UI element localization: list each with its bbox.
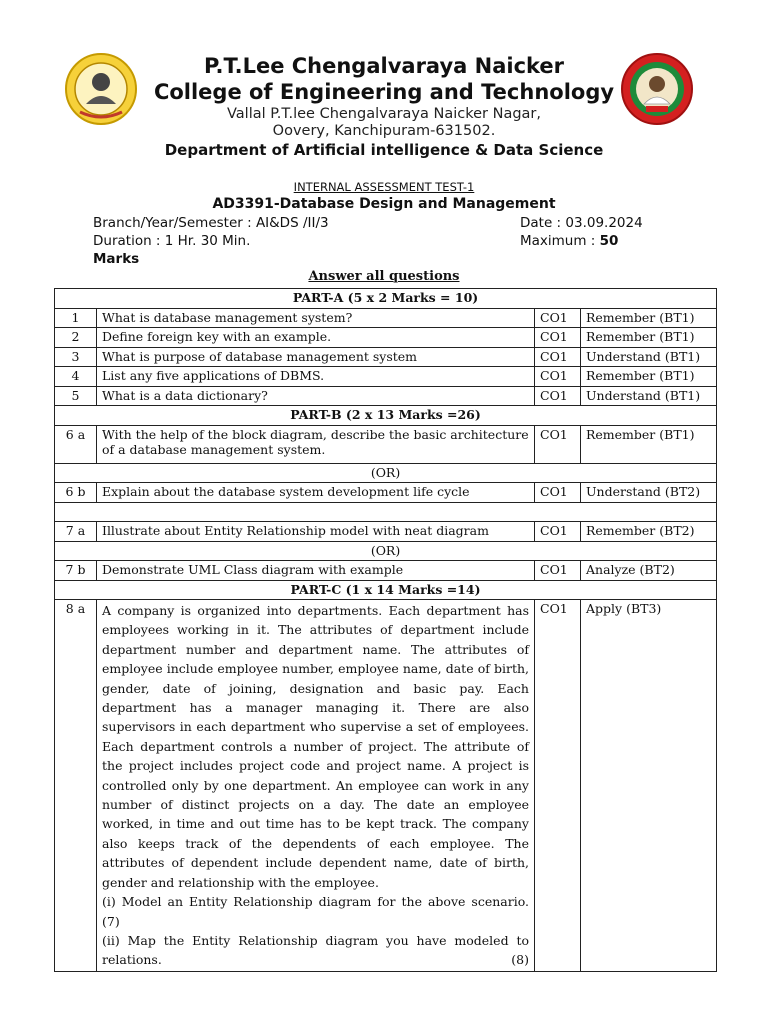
bloom-level: Understand (BT2) [581, 483, 717, 503]
table-row [55, 483, 717, 503]
scenario-paragraph: A company is organized into departments. Each department has employees working in it. The attributes of department include department number and department name. The attributes of employee include employee number, employee name, date of birth, gender, date of joining, designation and basic pay. Each department has a manager managing it. There are also supervisors in each department who supervise a set of employees. Each department controls a number of project. The attribute of the project includes project code and project name. A project is controlled only by one department. An employee can work in any number of distinct projects on a day. The date an employee worked, in time and out time has to be kept track. The company also keeps track of the dependents of each employee. The attributes of dependent include dependent name, date of birth, gender and relationship with the employee. [102, 603, 529, 890]
part-c-heading: PART-C (1 x 14 Marks =14) [55, 580, 717, 600]
question-text: What is purpose of database management system [97, 347, 535, 367]
sub-question-2: (ii) Map the Entity Relationship diagram you have modeled to relations. (8) [102, 931, 529, 970]
question-number: 1 [55, 308, 97, 328]
question-table [54, 288, 717, 972]
course-outcome: CO1 [535, 308, 581, 328]
question-text: Illustrate about Entity Relationship model with neat diagram [97, 522, 535, 542]
or-separator: (OR) [55, 463, 717, 483]
table-row [55, 347, 717, 367]
table-row [55, 386, 717, 406]
sub-question-1: (i) Model an Entity Relationship diagram for the above scenario. (7) [102, 894, 529, 929]
question-text: With the help of the block diagram, describe the basic architecture of a database management system. [97, 425, 535, 463]
course-outcome: CO1 [535, 425, 581, 463]
course-outcome: CO1 [535, 483, 581, 503]
course-title: AD3391-Database Design and Management [212, 196, 556, 212]
course-outcome: CO1 [535, 367, 581, 387]
bloom-level: Remember (BT1) [581, 328, 717, 348]
address-line1: Vallal P.T.lee Chengalvaraya Naicker Nagar, [226, 106, 541, 122]
question-number: 2 [55, 328, 97, 348]
course-outcome: CO1 [535, 328, 581, 348]
bloom-level: Understand (BT1) [581, 347, 717, 367]
bloom-level: Remember (BT1) [581, 308, 717, 328]
question-text: List any five applications of DBMS. [97, 367, 535, 387]
question-text: What is database management system? [97, 308, 535, 328]
table-row [55, 522, 717, 542]
bloom-level: Analyze (BT2) [581, 561, 717, 581]
question-number: 8 a [55, 600, 97, 972]
instruction: Answer all questions [308, 269, 460, 284]
marks-label: Marks [93, 251, 140, 267]
test-title: INTERNAL ASSESSMENT TEST-1 [293, 180, 475, 194]
exam-date: Date : 03.09.2024 [520, 215, 643, 231]
course-outcome: CO1 [535, 522, 581, 542]
duration-info: Duration : 1 Hr. 30 Min. [93, 233, 251, 249]
branch-info: Branch/Year/Semester : AI&DS /II/3 [93, 215, 329, 231]
maximum-marks [520, 233, 618, 249]
question-number: 7 a [55, 522, 97, 542]
bloom-level: Remember (BT1) [581, 367, 717, 387]
course-outcome: CO1 [535, 386, 581, 406]
course-outcome: CO1 [535, 600, 581, 972]
question-text [97, 600, 535, 972]
sub-question-2-marks: (8) [511, 952, 529, 968]
table-row [55, 600, 717, 972]
table-row [55, 425, 717, 463]
question-number: 6 a [55, 425, 97, 463]
course-outcome: CO1 [535, 561, 581, 581]
question-text: Demonstrate UML Class diagram with example [97, 561, 535, 581]
maximum-value: 50 [599, 233, 619, 249]
bloom-level: Apply (BT3) [581, 600, 717, 972]
question-number: 7 b [55, 561, 97, 581]
question-text: What is a data dictionary? [97, 386, 535, 406]
or-separator: (OR) [55, 541, 717, 561]
table-row [55, 561, 717, 581]
bloom-level: Remember (BT2) [581, 522, 717, 542]
question-number: 5 [55, 386, 97, 406]
address-line2: Oovery, Kanchipuram-631502. [272, 123, 496, 139]
question-text: Explain about the database system development life cycle [97, 483, 535, 503]
department-name: Department of Artificial intelligence & Data Science [164, 141, 604, 159]
blank-row [55, 502, 717, 522]
bloom-level: Remember (BT1) [581, 425, 717, 463]
maximum-label: Maximum : [520, 233, 600, 249]
part-a-heading: PART-A (5 x 2 Marks = 10) [55, 289, 717, 309]
table-row [55, 328, 717, 348]
college-name-line1: P.T.Lee Chengalvaraya Naicker [203, 54, 565, 78]
question-number: 4 [55, 367, 97, 387]
course-outcome: CO1 [535, 347, 581, 367]
college-name-line2: College of Engineering and Technology [153, 80, 615, 104]
question-number: 6 b [55, 483, 97, 503]
table-row [55, 308, 717, 328]
bloom-level: Understand (BT1) [581, 386, 717, 406]
question-text: Define foreign key with an example. [97, 328, 535, 348]
part-b-heading: PART-B (2 x 13 Marks =26) [55, 406, 717, 426]
question-number: 3 [55, 347, 97, 367]
table-row [55, 367, 717, 387]
